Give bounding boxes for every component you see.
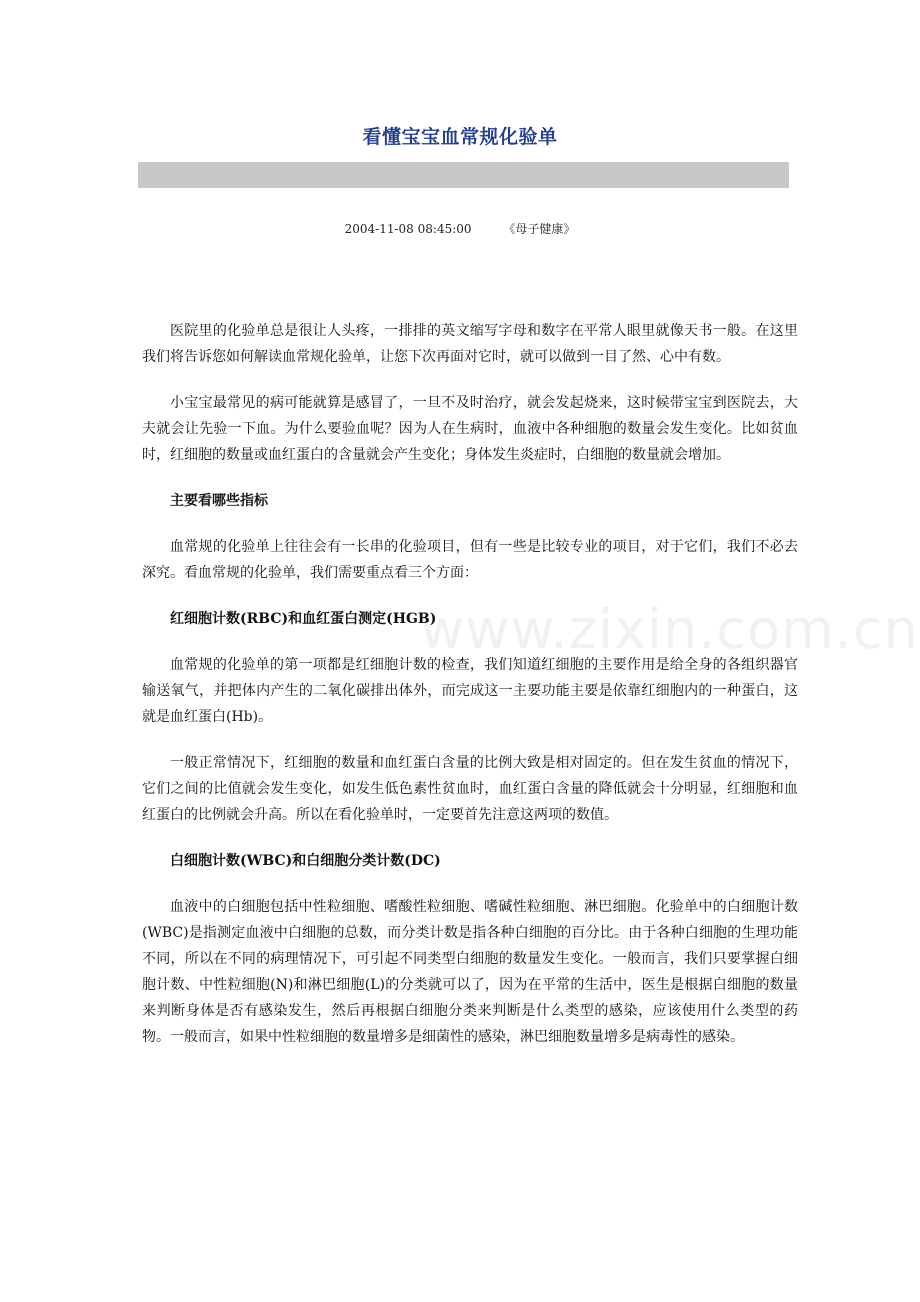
article-body [142,318,798,1070]
section-heading-wbc: 白细胞计数(WBC)和白细胞分类计数(DC) [170,853,441,869]
page-title: 看懂宝宝血常规化验单 [362,126,558,148]
article-source: 《母子健康》 [503,222,576,236]
paragraph-cold: 小宝宝最常见的病可能就算是感冒了，一旦不及时治疗，就会发起烧来，这时候带宝宝到医院去，大夫就会让先验一下血。为什么要验血呢？因为人在生病时，血液中各种细胞的数量会发生变化。比如贫血时，红细胞的数量或血红蛋白的含量就会产生变化；身体发生炎症时，白细胞的数量就会增加。 [142,395,798,463]
title-divider-bar [138,162,789,188]
paragraph-wbc: 血液中的白细胞包括中性粒细胞、嗜酸性粒细胞、嗜碱性粒细胞、淋巴细胞。化验单中的白细胞计数(WBC)是指测定血液中白细胞的总数，而分类计数是指各种白细胞的百分比。由于各种白细胞的生理功能不同，所以在不同的病理情况下，可引起不同类型白细胞的数量发生变化。一般而言，我们只要掌握白细胞计数、中性粒细胞(N)和淋巴细胞(L)的分类就可以了，因为在平常的生活中，医生是根据白细胞的数量来判断身体是否有感染发生，然后再根据白细胞分类来判断是什么类型的感染，应该使用什么类型的药物。一般而言，如果中性粒细胞的数量增多是细菌性的感染，淋巴细胞数量增多是病毒性的感染。 [142,899,798,1045]
watermark: www.zixin.com.cn [420,598,919,661]
section-heading-indicators: 主要看哪些指标 [170,493,268,509]
section-heading-rbc: 红细胞计数(RBC)和血红蛋白测定(HGB) [170,611,437,627]
paragraph-rbc: 血常规的化验单的第一项都是红细胞计数的检查，我们知道红细胞的主要作用是给全身的各组织器官输送氧气，并把体内产生的二氧化碳排出体外，而完成这一主要功能主要是依靠红细胞内的一种蛋白，这就是血红蛋白(Hb)。 [142,657,798,725]
paragraph-overview: 血常规的化验单上往往会有一长串的化验项目，但有一些是比较专业的项目，对于它们，我们不必去深究。看血常规的化验单，我们需要重点看三个方面： [142,539,798,581]
paragraph-anemia: 一般正常情况下，红细胞的数量和血红蛋白含量的比例大致是相对固定的。但在发生贫血的情况下，它们之间的比值就会发生变化，如发生低色素性贫血时，血红蛋白含量的降低就会十分明显，红细胞和血红蛋白的比例就会升高。所以在看化验单时，一定要首先注意这两项的数值。 [142,755,798,823]
article-meta [0,220,920,237]
publish-date: 2004-11-08 08:45:00 [344,222,472,236]
paragraph-intro: 医院里的化验单总是很让人头疼，一排排的英文缩写字母和数字在平常人眼里就像天书一般。在这里我们将告诉您如何解读血常规化验单，让您下次再面对它时，就可以做到一目了然、心中有数。 [142,323,798,365]
